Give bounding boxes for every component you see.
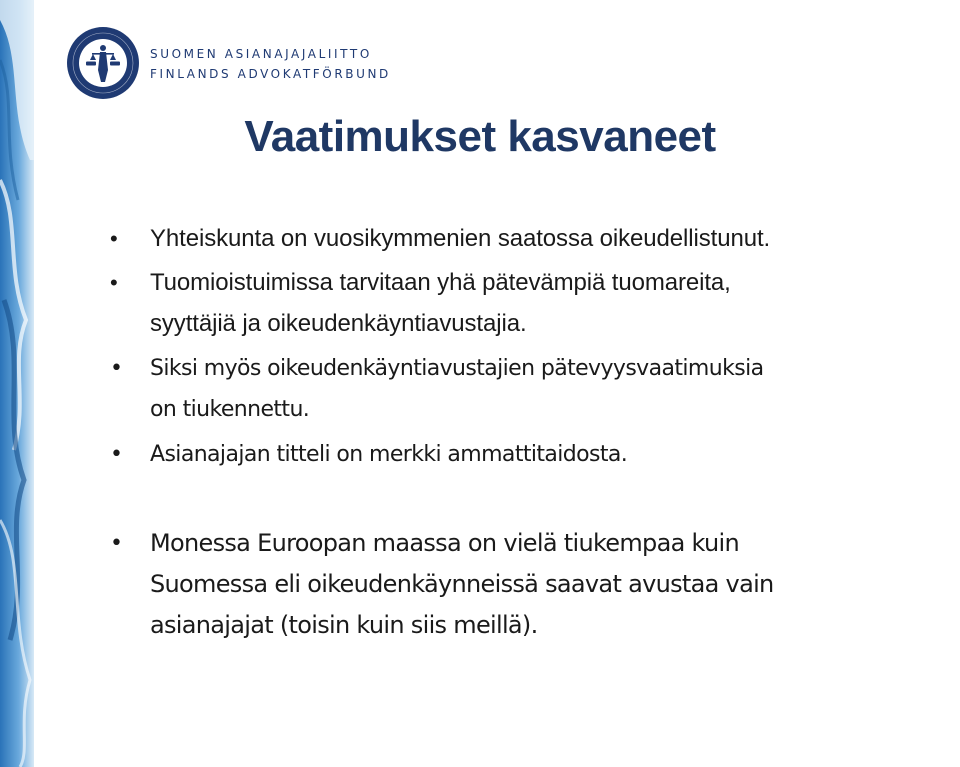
bullet-text: on tiukennettu. — [150, 397, 310, 422]
bullet-item — [110, 262, 950, 344]
bullet-text: asianajajat (toisin kuin siis meillä). — [150, 611, 538, 639]
bullet-text: Siksi myös oikeudenkäyntiavustajien pätevyysvaatimuksia — [150, 356, 764, 381]
bullet-icon: • — [110, 442, 123, 467]
bullet-item — [110, 348, 950, 430]
organization-name — [150, 44, 391, 84]
bullet-text: Tuomioistuimissa tarvitaan yhä pätevämpiä tuomareita, — [150, 269, 731, 296]
bullet-text: Yhteiskunta on vuosikymmenien saatossa oikeudellistunut. — [150, 225, 771, 252]
bullet-list — [110, 218, 950, 646]
bullet-text: Asianajajan titteli on merkki ammattitaidosta. — [150, 442, 628, 467]
bullet-icon: • — [110, 531, 123, 556]
bullet-item — [110, 523, 950, 646]
justitia-seal-icon — [66, 26, 140, 100]
bullet-icon: • — [110, 356, 123, 381]
bullet-text: Suomessa eli oikeudenkäynneissä saavat avustaa vain — [150, 570, 774, 598]
bullet-text: Monessa Euroopan maassa on vielä tiukempaa kuin — [150, 529, 739, 557]
bullet-item — [110, 434, 950, 475]
organization-name-finnish: SUOMEN ASIANAJAJALIITTO — [150, 47, 372, 61]
slide-title: Vaatimukset kasvaneet — [244, 112, 716, 161]
organization-name-swedish: FINLANDS ADVOKATFÖRBUND — [150, 67, 391, 81]
bullet-item — [110, 218, 950, 259]
bullet-text: syyttäjiä ja oikeudenkäyntiavustajia. — [150, 310, 527, 337]
bullet-icon: • — [110, 226, 118, 251]
bullet-icon: • — [110, 270, 118, 295]
